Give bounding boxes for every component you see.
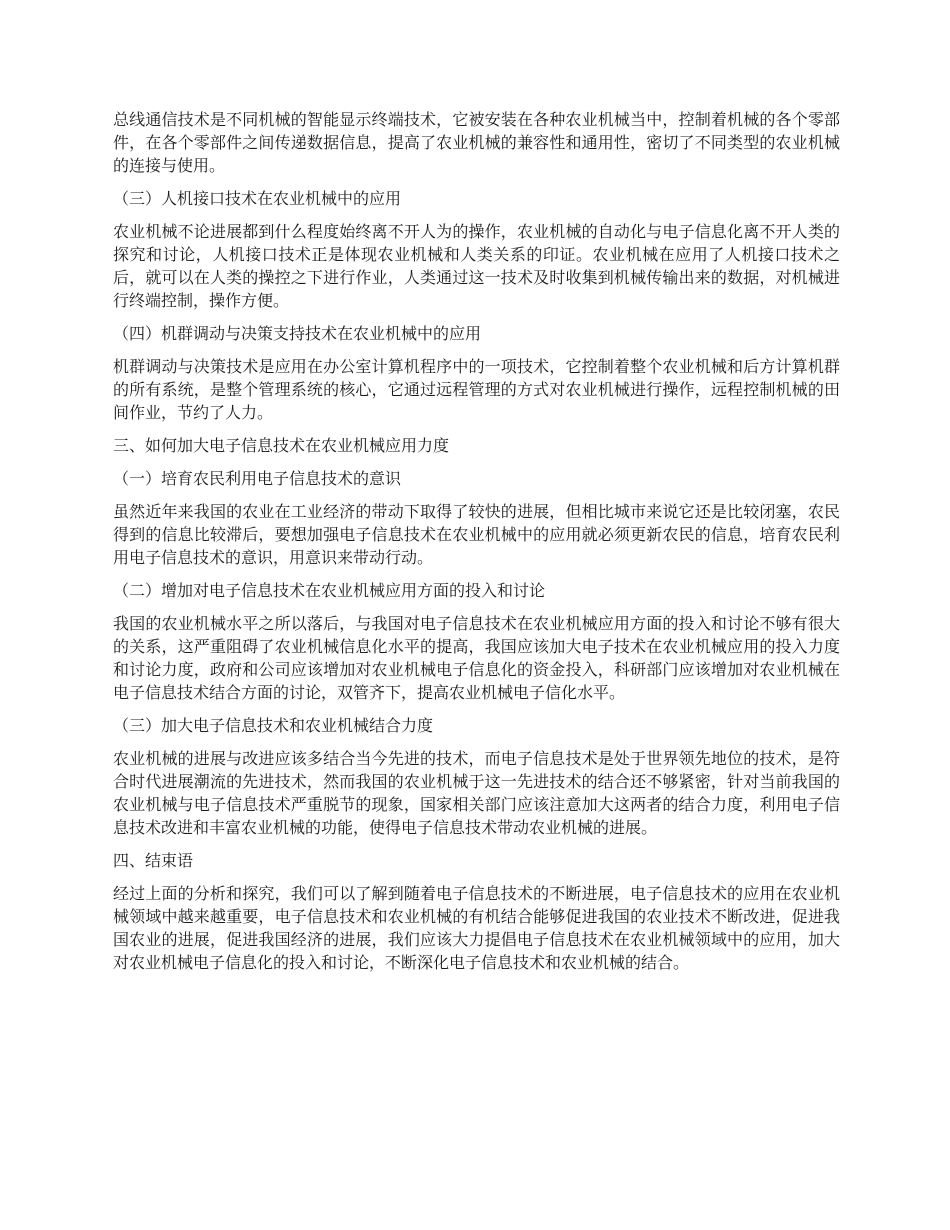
paragraph-integration: 农业机械的进展与改进应该多结合当今先进的技术，而电子信息技术是处于世界领先地位的技术，是符合时代进展潮流的先进技术，然而我国的农业机械于这一先进技术的结合还不够紧密，针对当前我国的农业机械与电子信息技术严重脱节的现象，国家相关部门应该注意加大这两者的结合力度，利用电子信息技术改进和丰富农业机械的功能，使得电子信息技术带动农业机械的进展。 [113, 749, 840, 837]
section-heading-conclusion: 四、结束语 [113, 851, 194, 870]
paragraph-fleet-dispatch: 机群调动与决策技术是应用在办公室计算机程序中的一项技术，它控制着整个农业机械和后方计算机群的所有系统，是整个管理系统的核心，它通过远程管理的方式对农业机械进行操作，远程控制机械的田间作业，节约了人力。 [113, 357, 840, 422]
heading-investment-research: （二）增加对电子信息技术在农业机械应用方面的投入和讨论 [113, 581, 546, 600]
paragraph-conclusion: 经过上面的分析和探究，我们可以了解到随着电子信息技术的不断进展，电子信息技术的应用在农业机械领域中越来越重要，电子信息技术和农业机械的有机结合能够促进我国的农业技术不断改进，促进我国农业的进展，促进我国经济的进展，我们应该大力提倡电子信息技术在农业机械领域中的应用，加大对农业机械电子信息化的投入和讨论，不断深化电子信息技术和农业机械的结合。 [113, 884, 840, 972]
paragraph-investment-research: 我国的农业机械水平之所以落后，与我国对电子信息技术在农业机械应用方面的投入和讨论不够有很大的关系，这严重阻碍了农业机械信息化水平的提高，我国应该加大电子技术在农业机械应用的投入力度和讨论力度，政府和公司应该增加对农业机械电子信息化的资金投入，科研部门应该增加对农业机械在电子信息技术结合方面的讨论，双管齐下，提高农业机械电子信化水平。 [113, 614, 840, 702]
document-body [113, 108, 840, 984]
paragraph-hmi-technology: 农业机械不论进展都到什么程度始终离不开人为的操作，农业机械的自动化与电子信息化离不开人类的探究和讨论，人机接口技术正是体现农业机械和人类关系的印证。农业机械在应用了人机接口技术之后，就可以在人类的操控之下进行作业，人类通过这一技术及时收集到机械传输出来的数据，对机械进行终端控制，操作方便。 [113, 222, 840, 310]
paragraph-bus-communication: 总线通信技术是不同机械的智能显示终端技术，它被安装在各种农业机械当中，控制着机械的各个零部件，在各个零部件之间传递数据信息，提高了农业机械的兼容性和通用性，密切了不同类型的农业机械的连接与使用。 [113, 110, 840, 175]
heading-fleet-dispatch: （四）机群调动与决策支持技术在农业机械中的应用 [113, 324, 482, 343]
paragraph-farmer-awareness: 虽然近年来我国的农业在工业经济的带动下取得了较快的进展，但相比城市来说它还是比较闭塞，农民得到的信息比较滞后，要想加强电子信息技术在农业机械中的应用就必须更新农民的信息，培育农民利用电子信息技术的意识，用意识来带动行动。 [113, 502, 840, 567]
heading-hmi-technology: （三）人机接口技术在农业机械中的应用 [113, 189, 402, 208]
heading-integration: （三）加大电子信息技术和农业机械结合力度 [113, 716, 434, 735]
section-heading-increase-application: 三、如何加大电子信息技术在农业机械应用力度 [113, 436, 450, 455]
heading-farmer-awareness: （一）培育农民利用电子信息技术的意识 [113, 469, 402, 488]
